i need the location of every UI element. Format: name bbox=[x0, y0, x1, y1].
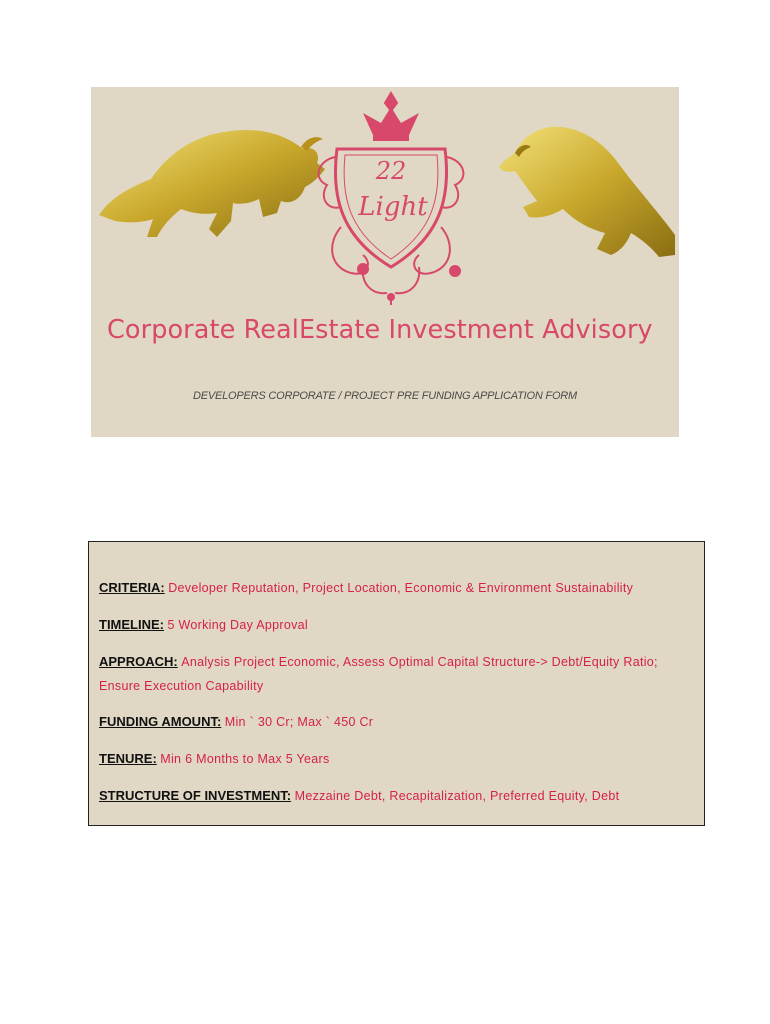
logo-artwork bbox=[91, 87, 679, 437]
funding-label: FUNDING AMOUNT: bbox=[99, 714, 222, 729]
criteria-row bbox=[99, 576, 633, 600]
structure-value: Mezzaine Debt, Recapitalization, Preferred Equity, Debt bbox=[294, 789, 620, 803]
timeline-label: TIMELINE: bbox=[99, 617, 164, 632]
tenure-row bbox=[99, 747, 330, 771]
approach-row bbox=[99, 650, 658, 674]
structure-row bbox=[99, 784, 619, 808]
criteria-value: Developer Reputation, Project Location, Economic & Environment Sustainability bbox=[168, 581, 634, 595]
funding-value: Min ` 30 Cr; Max ` 450 Cr bbox=[224, 715, 374, 729]
tenure-label: TENURE: bbox=[99, 751, 157, 766]
form-title: DEVELOPERS CORPORATE / PROJECT PRE FUNDING APPLICATION FORM bbox=[192, 390, 578, 402]
header-banner bbox=[91, 87, 679, 437]
logo-number: 22 bbox=[375, 157, 407, 185]
funding-row bbox=[99, 710, 373, 734]
funding-criteria-panel bbox=[88, 541, 705, 826]
approach-row-continued bbox=[99, 674, 263, 698]
timeline-value: 5 Working Day Approval bbox=[167, 618, 308, 632]
bear-icon bbox=[499, 127, 675, 257]
logo-word: Light bbox=[358, 192, 428, 222]
criteria-label: CRITERIA: bbox=[99, 580, 165, 595]
approach-value-continued: Ensure Execution Capability bbox=[99, 679, 264, 693]
approach-value: Analysis Project Economic, Assess Optimal Capital Structure-> Debt/Equity Ratio; bbox=[181, 655, 658, 669]
bull-icon bbox=[99, 130, 325, 237]
structure-label: STRUCTURE OF INVESTMENT: bbox=[99, 788, 292, 803]
approach-label: APPROACH: bbox=[99, 654, 178, 669]
timeline-row bbox=[99, 613, 308, 637]
tenure-value: Min 6 Months to Max 5 Years bbox=[160, 752, 330, 766]
brand-name: Corporate RealEstate Investment Advisory bbox=[107, 315, 653, 345]
